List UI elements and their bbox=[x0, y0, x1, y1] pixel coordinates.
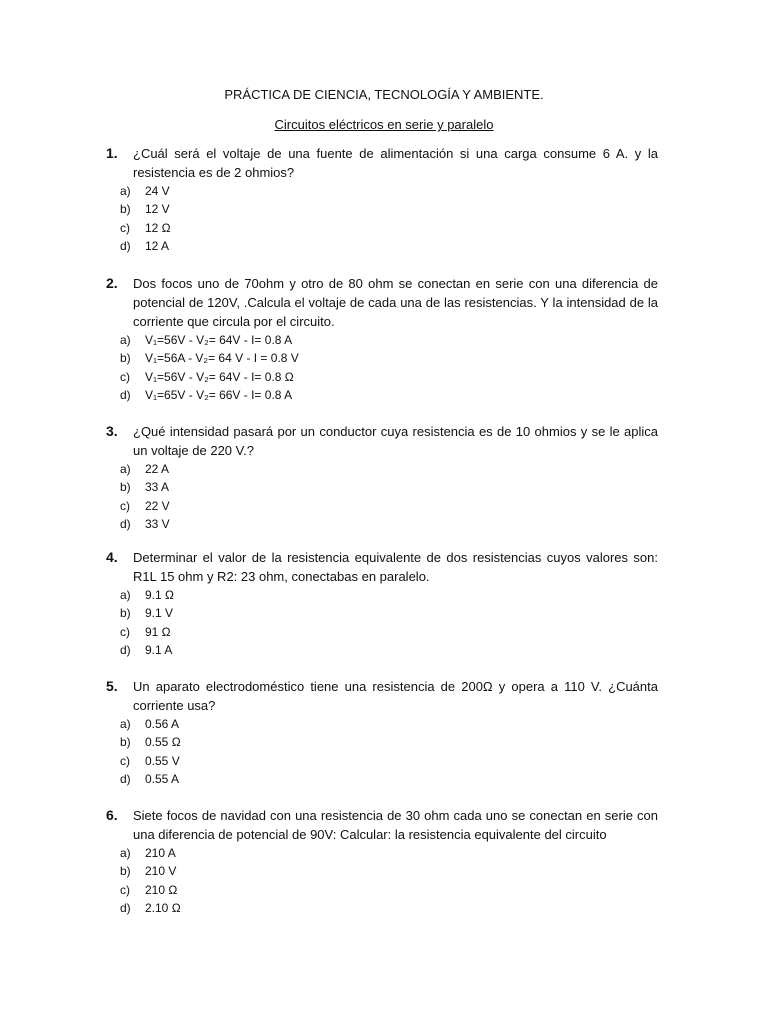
question-text: ¿Cuál será el voltaje de una fuente de alimentación si una carga consume 6 A. y la resistencia es de 2 ohmios? bbox=[133, 146, 658, 180]
option-letter: a) bbox=[120, 588, 131, 602]
answer-option bbox=[106, 752, 658, 770]
question-text: ¿Qué intensidad pasará por un conductor cuya resistencia es de 10 ohmios y se le aplica un voltaje de 220 V.? bbox=[133, 424, 658, 458]
answer-option bbox=[106, 200, 658, 218]
answer-option bbox=[106, 182, 658, 200]
question-number: 3. bbox=[106, 423, 118, 439]
option-text: 0.55 V bbox=[145, 753, 180, 768]
answer-option bbox=[106, 349, 658, 367]
question-number: 2. bbox=[106, 275, 118, 291]
option-letter: b) bbox=[120, 202, 131, 217]
answer-option bbox=[106, 733, 658, 751]
answer-option bbox=[106, 368, 658, 386]
document-subtitle: Circuitos eléctricos en serie y paralelo bbox=[274, 117, 494, 132]
question-text: Determinar el valor de la resistencia equivalente de dos resistencias cuyos valores son: R1L 15 ohm y R2: 23 ohm, conectabas en paralelo. bbox=[133, 550, 658, 584]
answer-option bbox=[106, 331, 658, 349]
option-letter: b) bbox=[120, 606, 131, 621]
option-letter: d) bbox=[120, 516, 131, 531]
answer-option bbox=[106, 497, 658, 515]
option-text: 22 A bbox=[145, 462, 170, 476]
answer-option bbox=[106, 770, 658, 788]
question-head bbox=[106, 144, 658, 182]
question-3 bbox=[106, 422, 658, 533]
option-letter: d) bbox=[120, 642, 131, 657]
option-letter: b) bbox=[120, 351, 131, 366]
answer-option bbox=[106, 862, 658, 880]
question-text: Siete focos de navidad con una resistencia de 30 ohm cada uno se conectan en serie con una diferencia de potencial de 90V: Calcular: la resistencia equivalente del circuito bbox=[133, 808, 658, 842]
option-text: 210 A bbox=[145, 846, 176, 860]
option-list bbox=[106, 460, 658, 533]
option-text: 12 V bbox=[145, 202, 170, 217]
question-1 bbox=[106, 144, 658, 255]
option-letter: a) bbox=[120, 462, 131, 476]
option-text: 33 V bbox=[145, 516, 170, 531]
option-list bbox=[106, 331, 658, 404]
question-6 bbox=[106, 806, 658, 917]
option-text: V₁=56A - V₂= 64 V - I = 0.8 V bbox=[145, 351, 299, 366]
option-letter: a) bbox=[120, 333, 131, 347]
answer-option bbox=[106, 515, 658, 533]
option-letter: b) bbox=[120, 864, 131, 879]
option-letter: a) bbox=[120, 846, 131, 860]
option-letter: c) bbox=[120, 369, 130, 384]
question-head bbox=[106, 548, 658, 586]
option-text: 22 V bbox=[145, 498, 170, 513]
option-letter: d) bbox=[120, 387, 131, 402]
answer-option bbox=[106, 586, 658, 604]
document-title: PRÁCTICA DE CIENCIA, TECNOLOGÍA Y AMBIENTE. bbox=[224, 87, 544, 102]
question-number: 6. bbox=[106, 807, 118, 823]
option-text: 2.10 Ω bbox=[145, 900, 181, 915]
answer-option bbox=[106, 386, 658, 404]
answer-option bbox=[106, 899, 658, 917]
option-list bbox=[106, 715, 658, 788]
question-number: 4. bbox=[106, 549, 118, 565]
question-number: 1. bbox=[106, 145, 118, 161]
option-text: 12 A bbox=[145, 238, 170, 253]
option-letter: b) bbox=[120, 480, 131, 495]
question-number: 5. bbox=[106, 678, 118, 694]
option-letter: c) bbox=[120, 498, 130, 513]
option-text: 210 Ω bbox=[145, 882, 178, 897]
option-list bbox=[106, 586, 658, 659]
option-letter: c) bbox=[120, 624, 130, 639]
option-text: 12 Ω bbox=[145, 220, 171, 235]
option-text: 210 V bbox=[145, 864, 177, 879]
question-head bbox=[106, 422, 658, 460]
question-text: Dos focos uno de 70ohm y otro de 80 ohm se conectan en serie con una diferencia de potencial de 120V, .Calcula el voltaje de cada una de las resistencias. Y la intensidad de la corriente que circula por el circuito. bbox=[133, 276, 658, 329]
option-text: 33 A bbox=[145, 480, 170, 495]
question-text: Un aparato electrodoméstico tiene una resistencia de 200Ω y opera a 110 V. ¿Cuánta corriente usa? bbox=[133, 679, 658, 713]
option-list bbox=[106, 182, 658, 255]
option-text: V₁=56V - V₂= 64V - I= 0.8 A bbox=[145, 333, 293, 347]
question-head bbox=[106, 677, 658, 715]
option-letter: c) bbox=[120, 753, 130, 768]
question-2 bbox=[106, 274, 658, 404]
answer-option bbox=[106, 460, 658, 478]
option-list bbox=[106, 844, 658, 917]
option-text: 0.56 A bbox=[145, 717, 180, 731]
option-letter: c) bbox=[120, 220, 130, 235]
option-text: 24 V bbox=[145, 184, 170, 198]
option-letter: d) bbox=[120, 900, 131, 915]
option-text: 9.1 Ω bbox=[145, 588, 174, 602]
option-text: 0.55 A bbox=[145, 771, 180, 786]
answer-option bbox=[106, 219, 658, 237]
answer-option bbox=[106, 641, 658, 659]
answer-option bbox=[106, 844, 658, 862]
answer-option bbox=[106, 623, 658, 641]
option-letter: d) bbox=[120, 771, 131, 786]
answer-option bbox=[106, 715, 658, 733]
option-text: 9.1 A bbox=[145, 642, 173, 657]
option-letter: a) bbox=[120, 717, 131, 731]
option-letter: d) bbox=[120, 238, 131, 253]
option-letter: b) bbox=[120, 735, 131, 750]
option-text: V₁=56V - V₂= 64V - I= 0.8 Ω bbox=[145, 369, 294, 384]
question-head bbox=[106, 806, 658, 844]
answer-option bbox=[106, 237, 658, 255]
option-text: 91 Ω bbox=[145, 624, 171, 639]
option-text: V₁=65V - V₂= 66V - I= 0.8 A bbox=[145, 387, 293, 402]
answer-option bbox=[106, 478, 658, 496]
answer-option bbox=[106, 881, 658, 899]
option-letter: a) bbox=[120, 184, 131, 198]
option-text: 0.55 Ω bbox=[145, 735, 181, 750]
question-head bbox=[106, 274, 658, 331]
option-letter: c) bbox=[120, 882, 130, 897]
answer-option bbox=[106, 604, 658, 622]
question-4 bbox=[106, 548, 658, 659]
question-5 bbox=[106, 677, 658, 788]
option-text: 9.1 V bbox=[145, 606, 174, 621]
